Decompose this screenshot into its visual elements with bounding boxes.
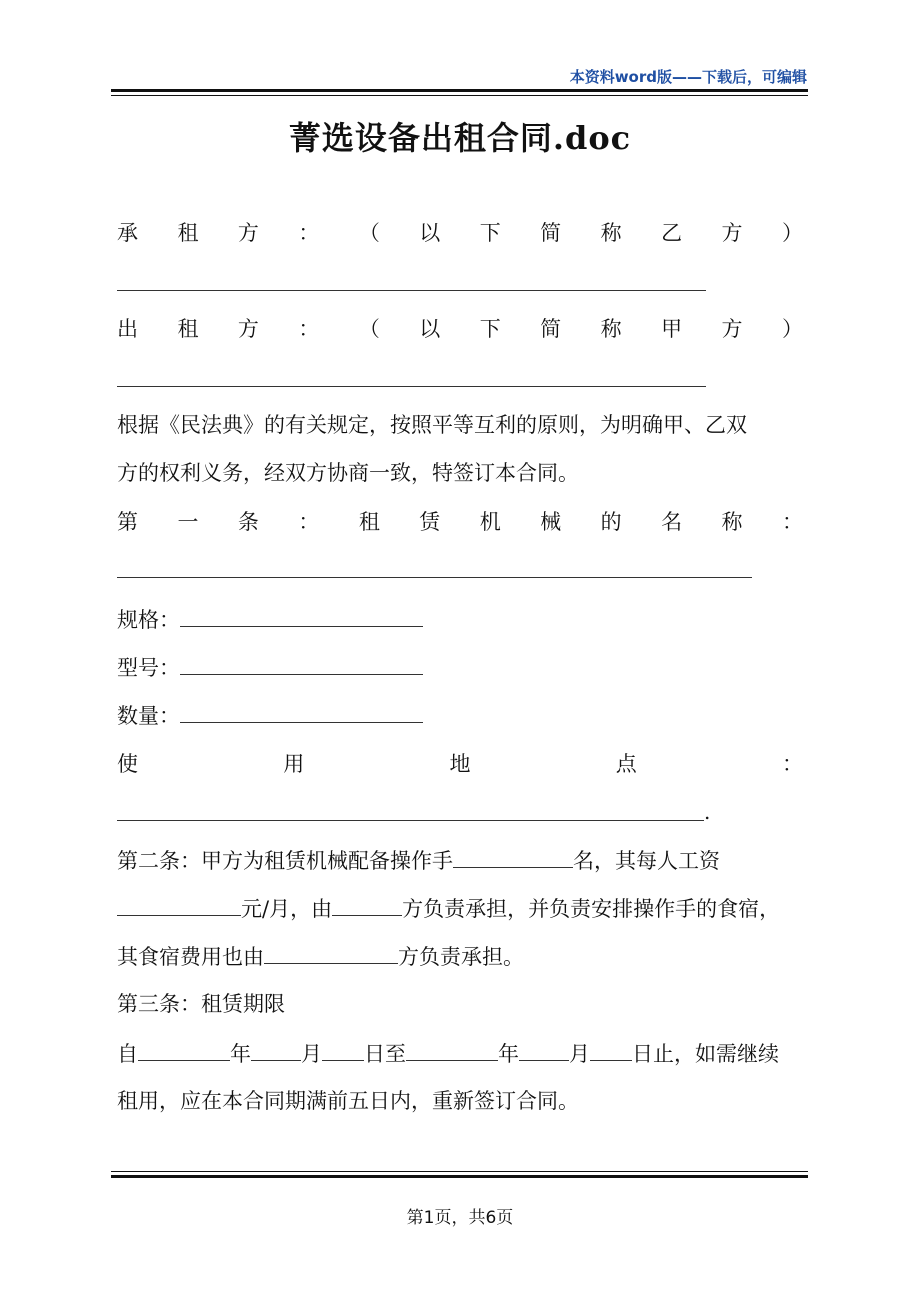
lessee-line [117,218,803,248]
lessor-char: 甲 [661,317,683,341]
model-row [117,652,803,683]
lessor-blank[interactable] [117,386,706,387]
model-blank[interactable] [180,652,423,675]
intro-line-2: 方的权利义务，经双方协商一致，特签订本合同。 [117,461,579,485]
article2-text: 其食宿费用也由 [117,945,264,969]
lessor-line [117,314,803,344]
start-day-blank[interactable] [322,1038,364,1061]
lessee-char: （ [358,221,380,245]
lessee-char: 以 [419,221,441,245]
lessee-char: 租 [177,221,199,245]
end-day-blank[interactable] [590,1038,632,1061]
article2-text: 名，其每人工资 [573,849,720,873]
term-text: 月 [569,1042,590,1066]
start-year-blank[interactable] [138,1038,230,1061]
article2-text: 元/月，由 [241,897,333,921]
article1-char: ： [298,510,320,534]
lessor-char: 租 [177,317,199,341]
article2-text: 第二条：甲方为租赁机械配备操作手 [117,849,453,873]
quantity-row [117,700,803,731]
start-month-blank[interactable] [251,1038,301,1061]
wage-blank[interactable] [117,893,241,916]
lessee-char: 方 [237,221,259,245]
article2-line-1 [117,845,803,876]
footer-rule-thin [111,1171,808,1172]
quantity-label: 数量： [117,704,180,728]
article2-line-3 [117,941,803,972]
model-label: 型号： [117,656,180,680]
location-end-period: . [704,800,711,824]
location-char: 点 [615,752,637,776]
article1-char: 称 [721,510,743,534]
lessor-char: 方 [721,317,743,341]
quantity-blank[interactable] [180,700,423,723]
location-char: 地 [449,752,471,776]
article1-char: 条 [237,510,259,534]
document-title: 菁选设备出租合同.doc [288,119,632,157]
article2-text: 方负责承担，并负责安排操作手的食宿， [402,897,781,921]
footer-rule-thick [111,1175,808,1178]
lessee-char: ： [298,221,320,245]
article3-line-2: 租用，应在本合同期满前五日内，重新签订合同。 [117,1089,579,1113]
lodging-party-blank[interactable] [264,941,398,964]
lessor-char: 称 [600,317,622,341]
header-rule-thin [111,95,808,96]
spec-label: 规格： [117,608,180,632]
lessee-char: 承 [117,221,138,245]
wage-party-blank[interactable] [332,893,402,916]
header-rule-thick [111,89,808,92]
location-char: ： [782,752,803,776]
lessee-char: ） [781,221,803,245]
lessee-blank[interactable] [117,290,706,291]
article2-line-2 [117,893,803,924]
article2-text: 方负责承担。 [398,945,524,969]
lessor-char: ： [298,317,320,341]
location-line [117,749,803,779]
lessor-char: 以 [419,317,441,341]
lessor-char: ） [781,317,803,341]
term-text: 年 [498,1042,519,1066]
page-number: 第1页，共6页 [406,1208,514,1228]
end-month-blank[interactable] [519,1038,569,1061]
article1-char: 一 [177,510,199,534]
article1-char: 械 [540,510,562,534]
lessee-char: 简 [540,221,562,245]
lessor-char: 出 [117,317,138,341]
lessee-char: 称 [600,221,622,245]
lessee-char: 乙 [661,221,683,245]
lessor-char: 简 [540,317,562,341]
lessor-char: （ [358,317,380,341]
term-text: 年 [230,1042,251,1066]
term-text: 自 [117,1042,138,1066]
location-char: 使 [117,752,138,776]
header-note: 本资料word版——下载后，可编辑 [569,68,807,86]
machine-name-blank[interactable] [117,577,752,578]
article3-heading: 第三条：租赁期限 [117,992,285,1016]
article1-heading [117,507,803,537]
lessee-char: 方 [721,221,743,245]
operator-count-blank[interactable] [453,845,573,868]
article1-char: ： [781,510,803,534]
term-text: 日止，如需继续 [632,1042,779,1066]
spec-blank[interactable] [180,604,423,627]
article1-char: 机 [479,510,501,534]
location-char: 用 [283,752,305,776]
article1-char: 第 [117,510,138,534]
lessor-char: 下 [479,317,501,341]
end-year-blank[interactable] [406,1038,498,1061]
article1-char: 的 [600,510,622,534]
lessor-char: 方 [237,317,259,341]
term-text: 日至 [364,1042,406,1066]
term-text: 月 [301,1042,322,1066]
spec-row [117,604,803,635]
article1-char: 赁 [419,510,441,534]
article1-char: 租 [358,510,380,534]
location-blank[interactable] [117,820,704,821]
intro-line-1: 根据《民法典》的有关规定，按照平等互利的原则，为明确甲、乙双 [117,413,747,437]
lessee-char: 下 [479,221,501,245]
term-line [117,1038,803,1069]
article1-char: 名 [661,510,683,534]
